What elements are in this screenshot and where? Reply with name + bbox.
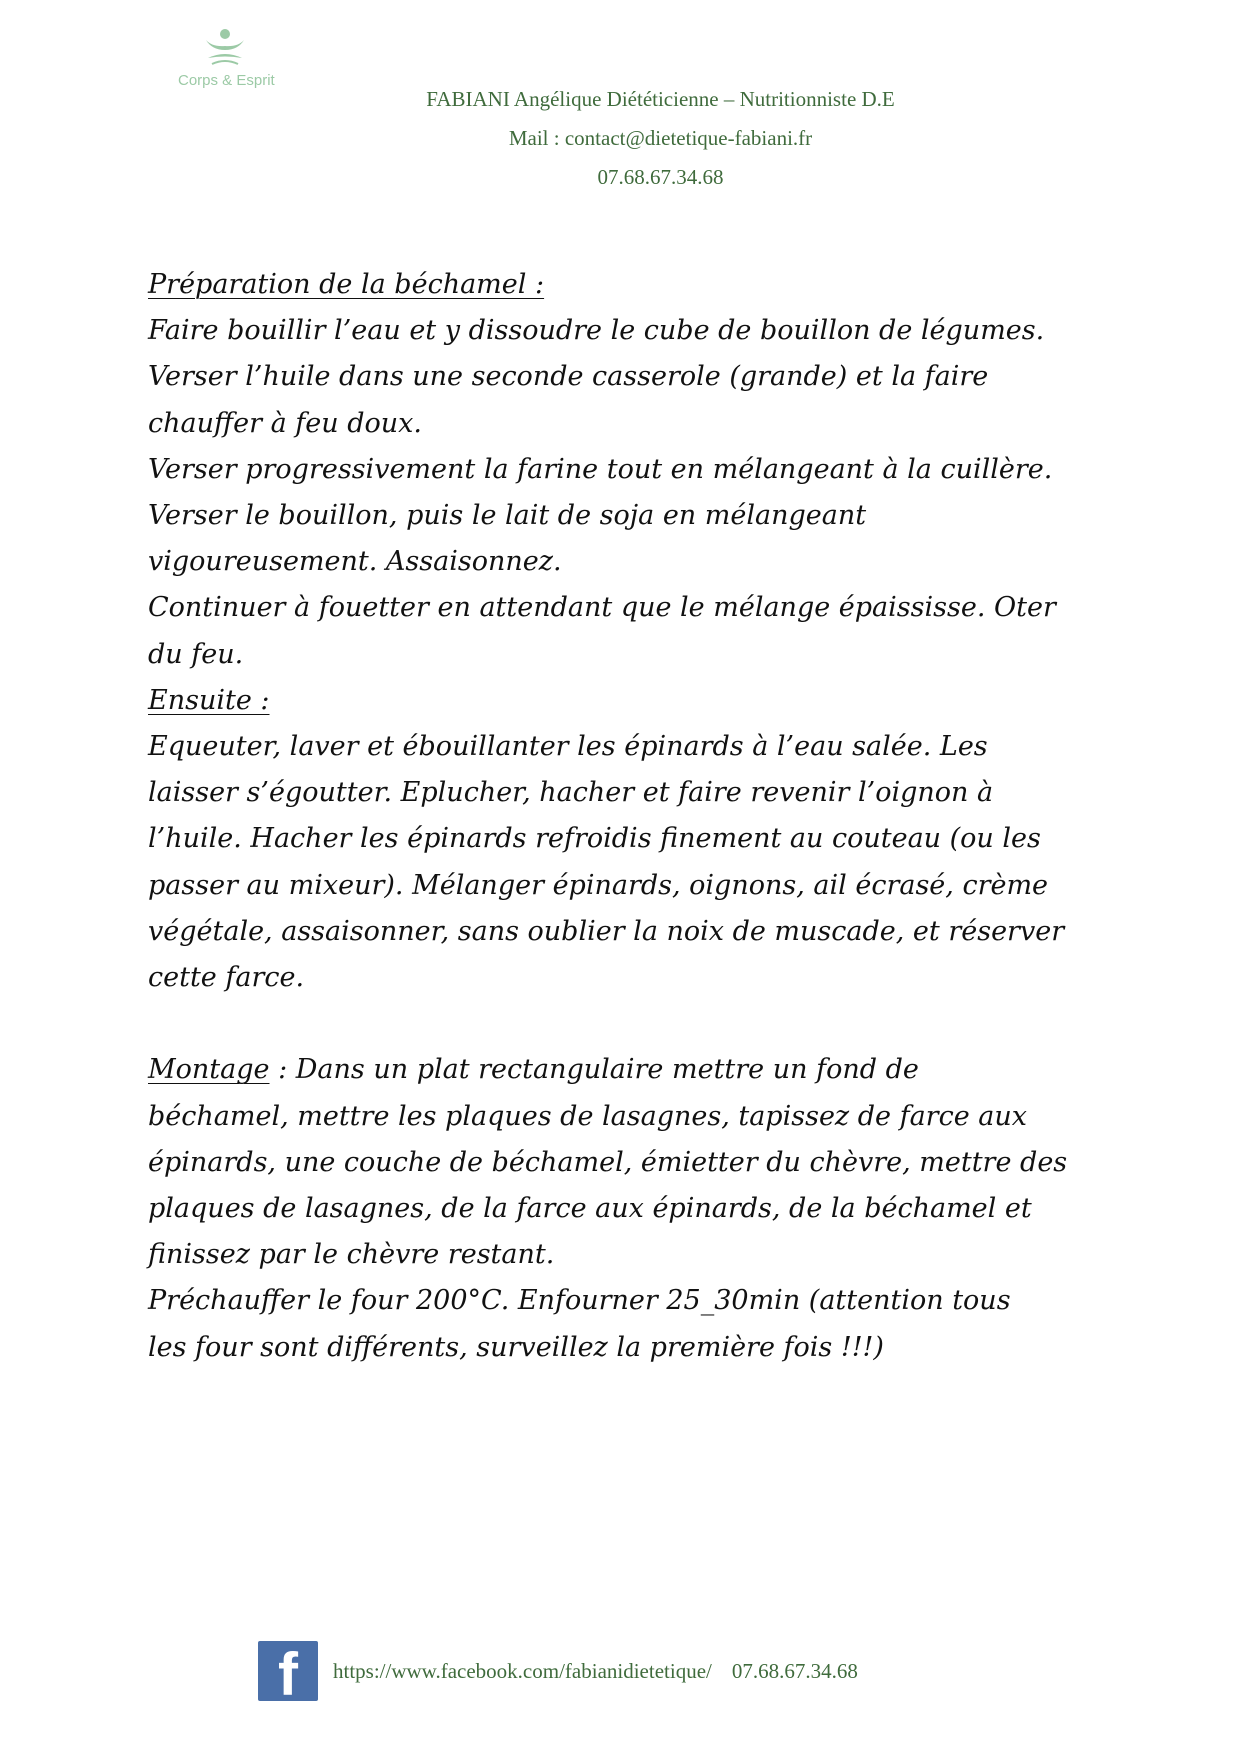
- recipe-body: [148, 262, 1108, 1371]
- text-line: l’huile. Hacher les épinards refroidis finement au couteau (ou les: [148, 823, 1041, 855]
- text-line: vigoureusement. Assaisonnez.: [148, 546, 562, 578]
- header-mail: [0, 126, 1239, 151]
- facebook-icon-letter: f: [278, 1641, 298, 1708]
- text-line: laisser s’égoutter. Eplucher, hacher et faire revenir l’oignon à: [148, 777, 994, 809]
- footer: [333, 1659, 858, 1684]
- header-phone: [0, 165, 1239, 190]
- text-line: Verser progressivement la farine tout en mélangeant à la cuillère.: [148, 453, 1053, 485]
- text-line: béchamel, mettre les plaques de lasagnes, tapissez de farce aux: [148, 1100, 1027, 1132]
- facebook-icon[interactable]: [258, 1641, 318, 1708]
- text-line: Préchauffer le four 200°C. Enfourner 25_30min (attention tous: [148, 1285, 1011, 1317]
- section-heading-bechamel: Préparation de la béchamel :: [148, 269, 545, 300]
- text-line: Verser le bouillon, puis le lait de soja en mélangeant: [148, 500, 867, 532]
- section-heading-ensuite: Ensuite :: [148, 684, 270, 716]
- header-phone-text: 07.68.67.34.68: [597, 165, 724, 189]
- logo-text: Corps & Esprit: [178, 72, 275, 89]
- text-line: du feu.: [148, 638, 244, 670]
- text-line: Verser l’huile dans une seconde casserole (grande) et la faire: [148, 361, 989, 393]
- header-mail-text[interactable]: Mail : contact@dietetique-fabiani.fr: [508, 126, 813, 150]
- meditating-figure-icon: [202, 28, 248, 68]
- facebook-url[interactable]: https://www.facebook.com/fabianidietetique/: [333, 1659, 712, 1683]
- text-line: les four sont différents, surveillez la première fois !!!): [148, 1331, 884, 1363]
- text-line: Faire bouillir l’eau et y dissoudre le cube de bouillon de légumes.: [148, 315, 1045, 347]
- text-line: Equeuter, laver et ébouillanter les épinards à l’eau salée. Les: [148, 731, 988, 763]
- blank-line: [148, 1001, 1108, 1047]
- section-heading-montage: Montage: [148, 1054, 270, 1086]
- header-name-text: FABIANI Angélique Diététicienne – Nutritionniste D.E: [426, 87, 895, 111]
- text-line: cette farce.: [148, 962, 305, 994]
- text-line: plaques de lasagnes, de la farce aux épinards, de la béchamel et: [148, 1193, 1032, 1225]
- header-name: [0, 87, 1239, 112]
- text-line-montage: [148, 1047, 1108, 1093]
- montage-first-line: : Dans un plat rectangulaire mettre un fond de: [269, 1054, 919, 1086]
- text-line: Continuer à fouetter en attendant que le mélange épaississe. Oter: [148, 592, 1056, 624]
- text-line: épinards, une couche de béchamel, émietter du chèvre, mettre des: [148, 1146, 1068, 1178]
- text-line: chauffer à feu doux.: [148, 407, 422, 439]
- text-line: passer au mixeur). Mélanger épinards, oignons, ail écrasé, crème: [148, 869, 1049, 901]
- text-line: finissez par le chèvre restant.: [148, 1239, 555, 1271]
- text-line: végétale, assaisonner, sans oublier la noix de muscade, et réserver: [148, 915, 1065, 947]
- logo: [170, 28, 280, 92]
- footer-phone: 07.68.67.34.68: [731, 1659, 858, 1683]
